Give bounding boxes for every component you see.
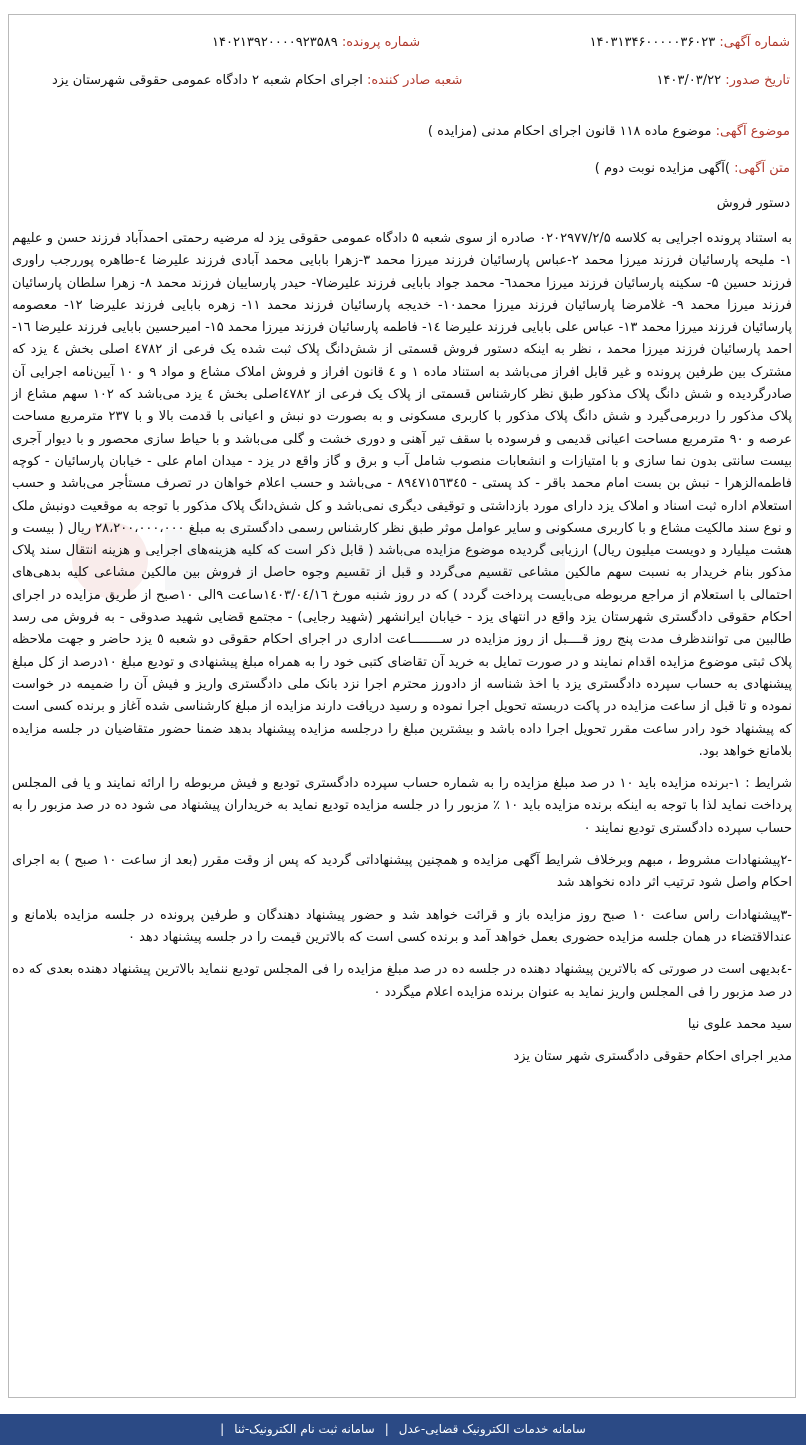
footer-separator: | [384, 1422, 389, 1436]
footer-separator-end: | [220, 1422, 225, 1436]
issue-date-row [656, 72, 790, 90]
body-paragraph-condition-2: -۲پیشنهادات مشروط ، مبهم وبرخلاف شرایط آگهی مزایده و همچنین پیشنهاداتی گردید که پس از وقت مقرر (بعد از ساعت ۱۰ صبح ) به اجرای احکام واصل شود ترتیب اثر داده نخواهد شد [12, 853, 792, 891]
notice-number: ۱۴۰۳۱۳۴۶۰۰۰۰۰۳۶۰۲۳ [589, 35, 716, 50]
body-paragraph-condition-3: -۳پیشنهادات راس ساعت ۱۰ صبح روز مزایده باز و قرائت خواهد شد و حضور پیشنهاد دهندگان و طرفین پرونده در جلسه مزایده بلامانع و عندالاقتضاء در همان جلسه مزایده حضوری بعمل خواهد آمد و برنده کسی است که بالاترین قیمت را در جلسه پیشنهاد دهد ۰ [12, 907, 792, 945]
footer-link-sana[interactable]: سامانه ثبت نام الکترونیک-ثنا [234, 1422, 375, 1436]
signer-name: سید محمد علوی نیا [687, 1016, 792, 1032]
case-number: ۱۴۰۲۱۳۹۲۰۰۰۰۹۲۳۵۸۹ [212, 35, 338, 50]
text-label: متن آگهی: [734, 161, 790, 176]
case-number-row [212, 34, 420, 52]
body-heading: دستور فروش [716, 196, 790, 211]
notice-number-row [590, 34, 790, 52]
issuing-branch: اجرای احکام شعبه ۲ دادگاه عمومی حقوقی شهرستان یزد [52, 73, 363, 88]
signer-title: مدیر اجرای احکام حقوقی دادگستری شهر ستان یزد [513, 1049, 792, 1065]
footer-bar [0, 1414, 806, 1445]
notice-body [12, 228, 792, 1068]
footer-link-adl[interactable]: سامانه خدمات الکترونیک قضایی-عدل [398, 1422, 586, 1436]
issue-date-label: تاریخ صدور: [725, 73, 790, 88]
subject-label: موضوع آگهی: [715, 124, 790, 139]
subject-row [428, 123, 790, 141]
issuing-branch-row [52, 72, 462, 90]
body-paragraph-condition-1: شرایط : ۱-برنده مزایده باید ۱۰ در صد مبلغ مزایده را به شماره حساب سپرده دادگستری تودیع و فیش مربوطه را ارائه نمایند و یا فی المجلس پرداخت نماید لذا با توجه به اینکه برنده مزایده باید ۱۰ ٪ مزبور را در جلسه مزایده تودیع نماید به خریداران پیشنهاد می شود ده در صد مزبور را به حساب سپرده دادگستری تودیع نمایند ۰ [12, 776, 793, 836]
body-paragraph-condition-4: -٤بدیهی است در صورتی که بالاترین پیشنهاد دهنده در جلسه ده در صد مبلغ مزایده را فی المجلس تودیع ننماید بالاترین پیشنهاد دهنده بعدی که ده در صد مزبور را فی المجلس واریز نماید به عنوان برنده مزایده اعلام میگردد ۰ [12, 962, 792, 1000]
body-paragraph-main: به استناد پرونده اجرایی به کلاسه ۰۲۰۲۹۷۷/۲/۵ صادره از سوی شعبه ۵ دادگاه عمومی حقوقی یزد له مرضیه رحمتی احمدآباد فرزند حسن و علیهم ۱- ملیحه پارسائیان فرزند میرزا محمد ۲-عباس پارسائیان فرزند میرزا محمد ۳-زهرا بابایی محمد آبادی فرزند علیرضا ٤-طاهره پوررجب راوری فرزند حسین ۵- سکینه پارسائیان فرزند میرزا محمد٦- محمد جواد بابایی فرزند علیرضا۷- حیدر پارساییان فرزند محمد ۸- زهرا سلطان پارسائیان فرزند میرزا محمد ۹- غلامرضا پارسائیان فرزند میرزا محمد۱۰- خدیجه پارسائیان فرزند محمد ۱۱- زهره بابایی فرزند علیرضا ۱۲- معصومه پارسائیان فرزند میرزا محمد ۱۳- عباس علی بابایی فرزند علیرضا ۱٤- فاطمه پارسائیان فرزند میرزا محمد ۱۵- امیرحسین بابایی فرزند علیرضا ۱٦- احمد پارسائیان فرزند میرزا محمد ، نظر به اینکه دستور فروش قسمتی از شش‌دانگ پلاک ثبت شده یک فرعی از ٤۷۸۲ اصلی بخش ٤ یزد که مشترک بین طرفین پرونده و غیر قابل افراز می‌باشد به استناد ماده ۱ و ٤ قانون افراز و فروش املاک مشاع و مواد ۹ و ۱۰ آیین‌نامه اجرایی آن صادرگردیده و شش دانگ پلاک مذکور طبق نظر کارشناس قسمتی از پلاک یک فرعی از ٤۷۸۲اصلی بخش ٤ یزد می‌باشد که ۱۰۲ سهم مشاع از پلاک مذکور را دربرمی‌گیرد و شش دانگ پلاک مذکور با کاربری مسکونی و به بصورت دو نبش و اعیانی با قدمت بالا و با ۲۳۷ مترمربع مساحت عرصه و ۹۰ مترمربع مساحت اعیانی قدیمی و فرسوده با سقف تیر آهنی و دوری خشت و گلی می‌باشد و با حیاط سازی محصور و با دیوار آجری بیست سانتی بدون نما سازی و با امتیازات و انشعابات منصوب شامل آب و برق و گاز واقع در یزد - میدان امام علی - خیابان پارسائیان - کوچه فاطمه‌الزهرا - نبش بن بست امام محمد باقر - کد پستی - ۸۹٤۷۱٥٦۳٤٥ - می‌باشد و حسب اعلام خواهان در تصرف مستأجر می‌باشد و حسب استعلام اداره ثبت اسناد و املاک یزد دارای مورد بازداشتی و توقیفی دیگری نمی‌باشد و کل شش‌دانگ پلاک مذکور با توجه به موقعیت دونبش ملک و نوع سند مالکیت مشاع و با کاربری مسکونی و سایر عوامل موثر طبق نظر کارشناس رسمی دادگستری به مبلغ ۲۸،۲۰۰،۰۰۰،۰۰۰ ریال ( بیست و هشت میلیارد و دویست میلیون ریال) ارزیابی گردیده موضوع مزایده می‌باشد ( قابل ذکر است که کلیه هزینه‌های اجرایی و هزینه انتقال سند پلاک مذکور بنام خریدار به نسبت سهم مالکین مشاعی تقسیم می‌گردد و قبل از تقسیم وجوه حاصل از فروش بین مالکین مشاعی کلیه بدهی‌های احتمالی با استعلام از مراجع مربوطه می‌بایست پرداخت گردد ) که در روز شنبه مورخ ۱٤۰۳/۰٤/۱٦ساعت ۹الی ۱۰صبح از طریق مزایده در اجرای احکام حقوقی دادگستری شهرستان یزد واقع در انتهای یزد - خیابان ایرانشهر (شهید رجایی) - مجتمع قضایی شهید صدوقی - به فروش می رسد طالبین می توانندظرف مدت پنج روز قــــبل از روز مزایده در ســــــــاعت اداری در اجرای احکام حقوقی دو شعبه ٥ یزد حاضر و جهت ملاحظه پلاک ثبتی موضوع مزایده اقدام نمایند و در صورت تمایل به خرید آن تقاضای کتبی خود را به همراه مبلغ پیشنهادی و تودیع مبلغ ۱۰درصد از کل مبلغ پیشنهادی به حساب سپرده دادگستری یزد با اخذ شناسه از دادورز محترم اجرا نزد بانک ملی دادگستری واریز و فیش آن را ضمیمه در خواست نموده و تا قبل از ساعت مزایده در پاکت دربسته تحویل اجرا نموده و رسید دریافت دارند مزایده از مبلغ کارشناسی شده آغاز و برنده کسی است که پیشنهاد خود رادر ساعت مقرر تحویل اجرا داده باشد و بیشترین مبلغ را درجلسه مزایده پیشنهاد بدهد ضمنا حضور متقاضیان در جلسه مزایده بلامانع خواهد بود. [12, 231, 793, 759]
issuing-branch-label: شعبه صادر کننده: [366, 73, 463, 88]
notice-number-label: شماره آگهی: [719, 35, 790, 50]
issue-date: ۱۴۰۳/۰۳/۲۲ [656, 73, 722, 88]
text-title-row [595, 160, 790, 178]
text-title: )آگهی مزایده نوبت دوم ) [594, 161, 730, 176]
subject: موضوع ماده ۱۱۸ قانون اجرای احکام مدنی (مزایده ) [427, 124, 712, 139]
case-number-label: شماره پرونده: [341, 35, 421, 50]
